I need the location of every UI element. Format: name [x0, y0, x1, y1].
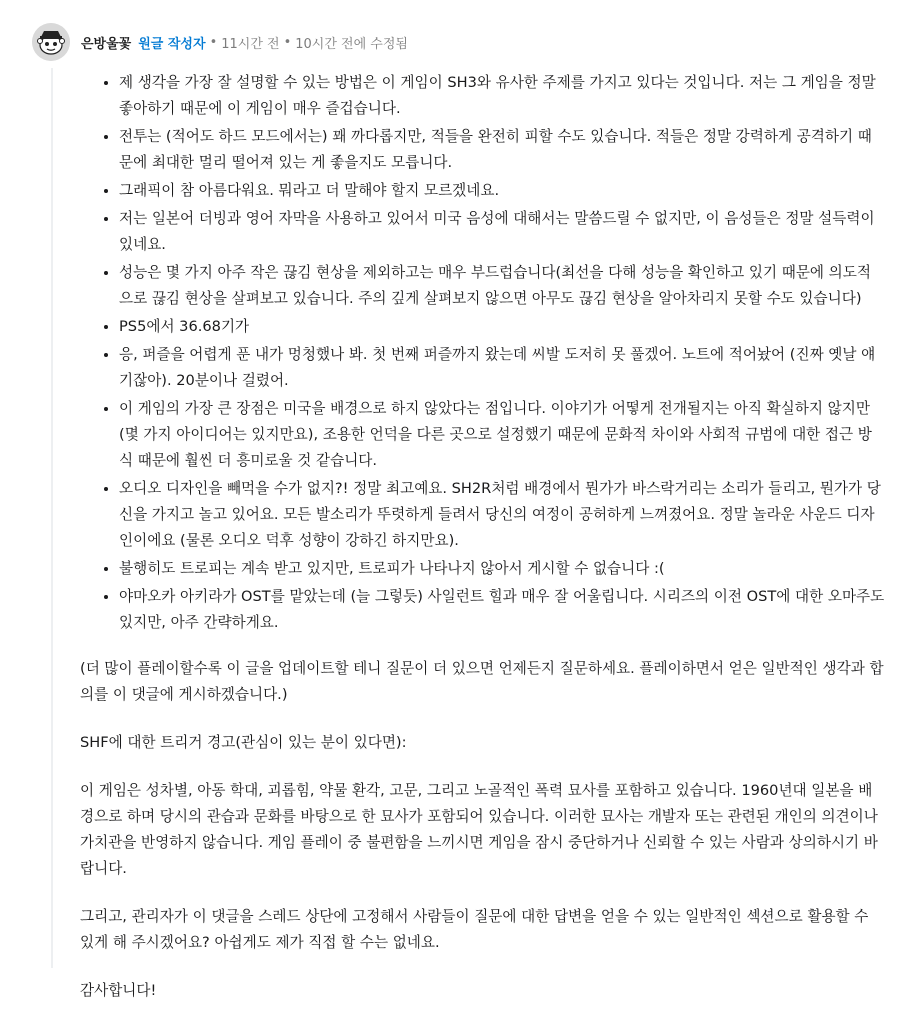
paragraph-trigger-heading: SHF에 대한 트리거 경고(관심이 있는 분이 있다면): [80, 734, 407, 751]
paragraph-thanks: 감사합니다! [80, 982, 157, 999]
comment-body [80, 70, 885, 1026]
thread-line[interactable] [51, 68, 53, 968]
paragraph-update-note: (더 많이 플레이할수록 이 글을 업데이트할 테니 질문이 더 있으면 언제든지 질문하세요. 플레이하면서 얻은 일반적인 생각과 합의를 이 댓글에 게시하겠습니다.) [80, 660, 884, 703]
feature-list [80, 70, 885, 636]
comment-meta [81, 33, 408, 52]
list-item: • 저는 일본어 더빙과 영어 자막을 사용하고 있어서 미국 음성에 대해서는 말씀드릴 수 없지만, 이 음성들은 정말 설득력이 있네요. [119, 206, 885, 258]
list-item: • 이 게임의 가장 큰 장점은 미국을 배경으로 하지 않았다는 점입니다. 이야기가 어떻게 전개될지는 아직 확실하지 않지만 (몇 가지 아이디어는 있지만요), 조용한 언덕을 다른 곳으로 설정했기 때문에 문화적 차이와 사회적 규범에 대한 접근 방식 때문에 훨씬 더 흥미로울 것 같습니다. [119, 396, 885, 474]
snoo-avatar-icon [32, 23, 70, 61]
list-item: • 전투는 (적어도 하드 모드에서는) 꽤 까다롭지만, 적들을 완전히 피할 수도 있습니다. 적들은 정말 강력하게 공격하기 때문에 최대한 멀리 떨어져 있는 게 좋을지도 모릅니다. [119, 124, 885, 176]
post-time[interactable]: 11시간 전 [221, 36, 280, 52]
list-item: • 제 생각을 가장 잘 설명할 수 있는 방법은 이 게임이 SH3와 유사한 주제를 가지고 있다는 것입니다. 저는 그 게임을 정말 좋아하기 때문에 이 게임이 매우 즐겁습니다. [119, 70, 885, 122]
list-item: • 그래픽이 참 아름다워요. 뭐라고 더 말해야 할지 모르겠네요. [119, 178, 885, 204]
list-item: • 불행히도 트로피는 계속 받고 있지만, 트로피가 나타나지 않아서 게시할 수 없습니다 :( [119, 556, 885, 582]
list-item: • 응, 퍼즐을 어렵게 푼 내가 멍청했나 봐. 첫 번째 퍼즐까지 왔는데 씨발 도저히 못 풀겠어. 노트에 적어놨어 (진짜 옛날 얘기잖아). 20분이나 걸렸어. [119, 342, 885, 394]
op-badge: 원글 작성자 [138, 36, 206, 52]
list-item: • 오디오 디자인을 빼먹을 수가 없지?! 정말 최고예요. SH2R처럼 배경에서 뭔가가 바스락거리는 소리가 들리고, 뭔가가 당신을 가지고 놀고 있어요. 모든 발소리가 뚜렷하게 들려서 당신의 여정이 공허하게 느껴졌어요. 정말 놀라운 사운드 디자인이에요 (물론 오디오 덕후 성향이 강하긴 하지만요). [119, 476, 885, 554]
user-avatar[interactable] [32, 23, 70, 61]
paragraph-trigger-warning: 이 게임은 성차별, 아동 학대, 괴롭힘, 약물 환각, 고문, 그리고 노골적인 폭력 묘사를 포함하고 있습니다. 1960년대 일본을 배경으로 하며 당시의 관습과 문화를 바탕으로 한 묘사가 포함되어 있습니다. 이러한 묘사는 개발자 또는 관련된 개인의 의견이나 가치관을 반영하지 않습니다. 게임 플레이 중 불편함을 느끼시면 게임을 잠시 중단하거나 신뢰할 수 있는 사람과 상의하시기 바랍니다. [80, 782, 878, 877]
paragraph-moderator-request: 그리고, 관리자가 이 댓글을 스레드 상단에 고정해서 사람들이 질문에 대한 답변을 얻을 수 있는 일반적인 섹션으로 활용할 수 있게 해 주시겠어요? 아쉽게도 제가 직접 할 수는 없네요. [80, 908, 869, 951]
list-item: • 야마오카 아키라가 OST를 맡았는데 (늘 그렇듯) 사일런트 힐과 매우 잘 어울립니다. 시리즈의 이전 OST에 대한 오마주도 있지만, 아주 간략하게요. [119, 584, 885, 636]
list-item: • 성능은 몇 가지 아주 작은 끊김 현상을 제외하고는 매우 부드럽습니다(최선을 다해 성능을 확인하고 있기 때문에 의도적으로 끊김 현상을 살펴보고 있습니다. 주의 깊게 살펴보지 않으면 아무도 끊김 현상을 알아차리지 못할 수도 있습니다) [119, 260, 885, 312]
edited-time: 10시간 전에 수정됨 [295, 36, 408, 52]
author-name[interactable]: 은방울꽃 [81, 36, 132, 52]
separator-dot: • [209, 34, 218, 50]
list-item: • PS5에서 36.68기가 [119, 314, 885, 340]
separator-dot: • [283, 34, 292, 50]
comment-header [32, 22, 408, 62]
